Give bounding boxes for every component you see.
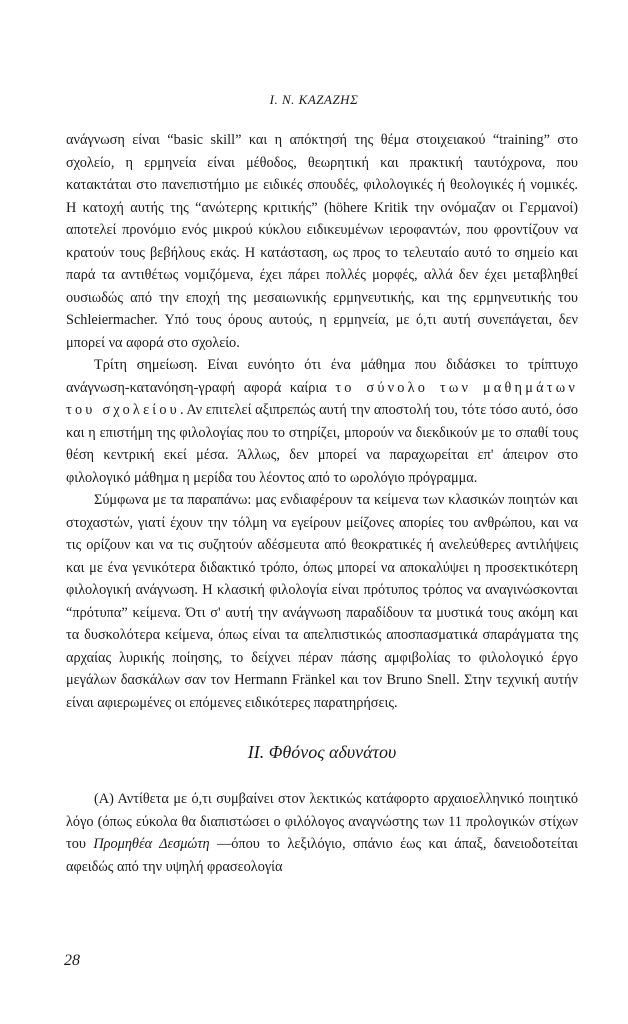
paragraph-4-text-b: —όπου το λεξιλόγιο, σπάνιο έως και άπαξ, δανειοδοτείται αφειδώς από την υψηλή φρασεολογία [66,836,578,875]
paragraph-2-text-b: . Αν επιτελεί αξιπρεπώς αυτή την αποστολή του, τότε τόσο αυτό, όσο και η επιστήμη της φιλολογίας που το στηρίζει, μπορούν να διεκδικούν με το σπαθί τους θέση κεντρική εκεί μέσα. Άλλως, δεν μπορεί να παραχωρείται επ' άπειρον στο φιλολογικό μάθημα η μερίδα του λέοντος από το ωρολόγιο πρόγραμμα. [66,402,579,486]
running-head: Ι. Ν. ΚΑΖΑΖΗΣ [269,92,359,107]
paragraph-4 [66,788,578,878]
paragraph-2-text-a: Τρίτη σημείωση. Είναι ευνόητο ότι ένα μάθημα που διδάσκει το τρίπτυχο ανάγνωση-κατανόηση-γραφή αφορά καίρια [66,357,578,396]
paragraph-4-italic-title: Προμηθέα Δεσμώτη [93,836,210,852]
section-heading: ΙΙ. Φθόνος αδυνάτου [247,742,397,762]
paragraph-2 [66,354,578,489]
paragraph-4-text-a: (Α) Αντίθετα με ό,τι συμβαίνει στον λεκτικώς κατάφορτο αρχαιοελληνικό ποιητικό λόγο (όπως εύκολα θα διαπιστώσει ο φιλόλογος αναγνώστης των 11 προλογικών στίχων του [66,791,578,852]
paragraph-3: Σύμφωνα με τα παραπάνω: μας ενδιαφέρουν τα κείμενα των κλασικών ποιητών και στοχαστών, γιατί έχουν την τόλμη να εγείρουν μείζονες απορίες του ανθρώπου, και να τις ορίζουν και να τις συζητούν αδέσμευτα από θεοκρατικές ή ανελεύθερες αντιλήψεις και με ένα γενικότερα διδακτικό τρόπο, όπως μπορεί να αποκαλύψει η προσεκτικότερη φιλολογική ανάγνωση. Η κλασική φιλολογία είναι πρότυπος τρόπος να αναγινώσκονται “πρότυπα” κείμενα. Ότι σ' αυτή την ανάγνωση παραδίδουν τα μυστικά τους ακόμη και τα δυσκολότερα κείμενα, όπως είναι τα απελπιστικώς αποσπασματικά σπαράγματα της αρχαίας λυρικής ποίησης, το δείχνει πέραν πάσης αμφιβολίας το φιλολογικό έργο μεγάλων δασκάλων σαν τον Hermann Fränkel και τον Bruno Snell. Στην τεχνική αυτήν είναι αφιερωμένες οι επόμενες ειδικότερες παρατηρήσεις. [66,492,578,711]
paragraph-1: ανάγνωση είναι “basic skill” και η απόκτησή της θέμα στοιχειακού “training” στο σχολείο, η ερμηνεία είναι μέθοδος, θεωρητική και πρακτική ταυτόχρονα, που κατακτάται στο πανεπιστήμιο με ειδικές σπουδές, φιλολογικές ή θεολογικές ή νομικές. Η κατοχή αυτής της “ανώτερης κριτικής” (höhere Kritik την ονόμαζαν οι Γερμανοί) αποτελεί προνόμιο ενός μικρού κύκλου ειδικευμένων ιεροφαντών, που φροντίζουν να κρατούν τους βεβήλους εκάς. Η κατάσταση, ως προς το τελευταίο αυτό το σημείο και παρά τα αντιθέτως νομιζόμενα, έχει πάρει πολλές μορφές, αλλά δεν έχει μεταβληθεί ουσιωδώς από την εποχή της μεσαιωνικής ερμηνευτικής, και της ερμηνευτικής του Schleiermacher. Υπό τους όρους αυτούς, η ερμηνεία, με ό,τι αυτή συνεπάγεται, δεν μπορεί να αφορά στο σχολείο. [66,132,578,351]
page-number: 28 [64,952,80,969]
body-text [66,129,578,878]
paragraph-2-spaced-emphasis: το σύνολο των μαθημάτων του σχολείου [66,379,579,418]
